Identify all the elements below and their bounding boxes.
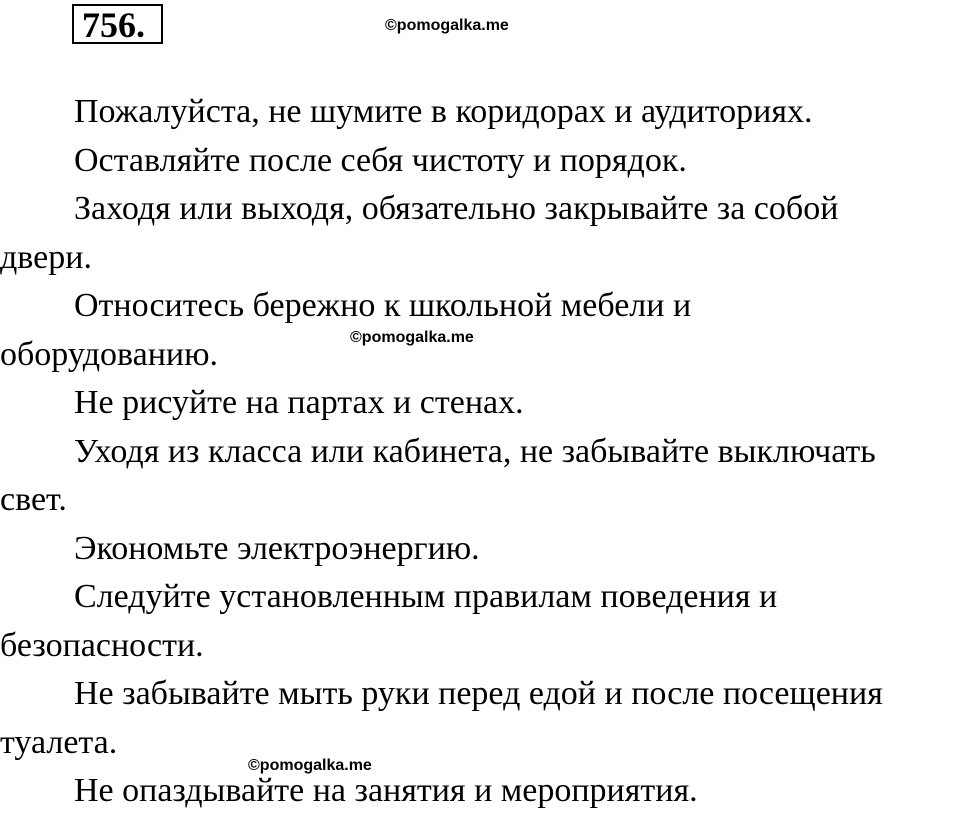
paragraph-line-continuation: двери. <box>0 238 92 276</box>
paragraph-line: Следуйте установленным правилам поведения и <box>74 578 778 615</box>
paragraph-2 <box>0 137 960 186</box>
paragraph-line: Не забывайте мыть руки перед едой и после посещения <box>74 675 883 712</box>
watermark-top: ©pomogalka.me <box>385 17 509 34</box>
paragraph-line: Оставляйте после себя чистоту и порядок. <box>74 141 687 179</box>
paragraph-7 <box>0 525 960 574</box>
watermark-bottom: ©pomogalka.me <box>248 757 372 774</box>
paragraph-4 <box>0 282 960 379</box>
rules-text <box>0 88 960 816</box>
paragraph-line-continuation: свет. <box>0 481 67 518</box>
paragraph-1 <box>0 88 960 137</box>
paragraph-line-continuation: туалета. <box>0 723 118 761</box>
paragraph-line: Экономьте электроэнергию. <box>74 529 480 567</box>
task-number: 756. <box>82 5 145 45</box>
paragraph-line: Относитесь бережно к школьной мебели и <box>74 287 692 324</box>
watermark-middle: ©pomogalka.me <box>350 329 474 346</box>
paragraph-5 <box>0 379 960 428</box>
paragraph-6 <box>0 428 960 525</box>
paragraph-3 <box>0 185 960 282</box>
paragraph-line: Заходя или выходя, обязательно закрывайте за собой <box>74 190 839 227</box>
task-number-box <box>72 4 163 44</box>
paragraph-line-continuation: безопасности. <box>0 626 204 664</box>
paragraph-line: Не рисуйте на партах и стенах. <box>74 384 524 421</box>
paragraph-10 <box>0 767 960 816</box>
paragraph-line: Пожалуйста, не шумите в коридорах и аудиториях. <box>74 93 813 130</box>
paragraph-line: Не опаздывайте на занятия и мероприятия. <box>74 772 698 809</box>
paragraph-9 <box>0 670 960 767</box>
paragraph-line: Уходя из класса или кабинета, не забывайте выключать <box>74 432 876 470</box>
paragraph-line-continuation: оборудованию. <box>0 335 218 373</box>
paragraph-8 <box>0 573 960 670</box>
